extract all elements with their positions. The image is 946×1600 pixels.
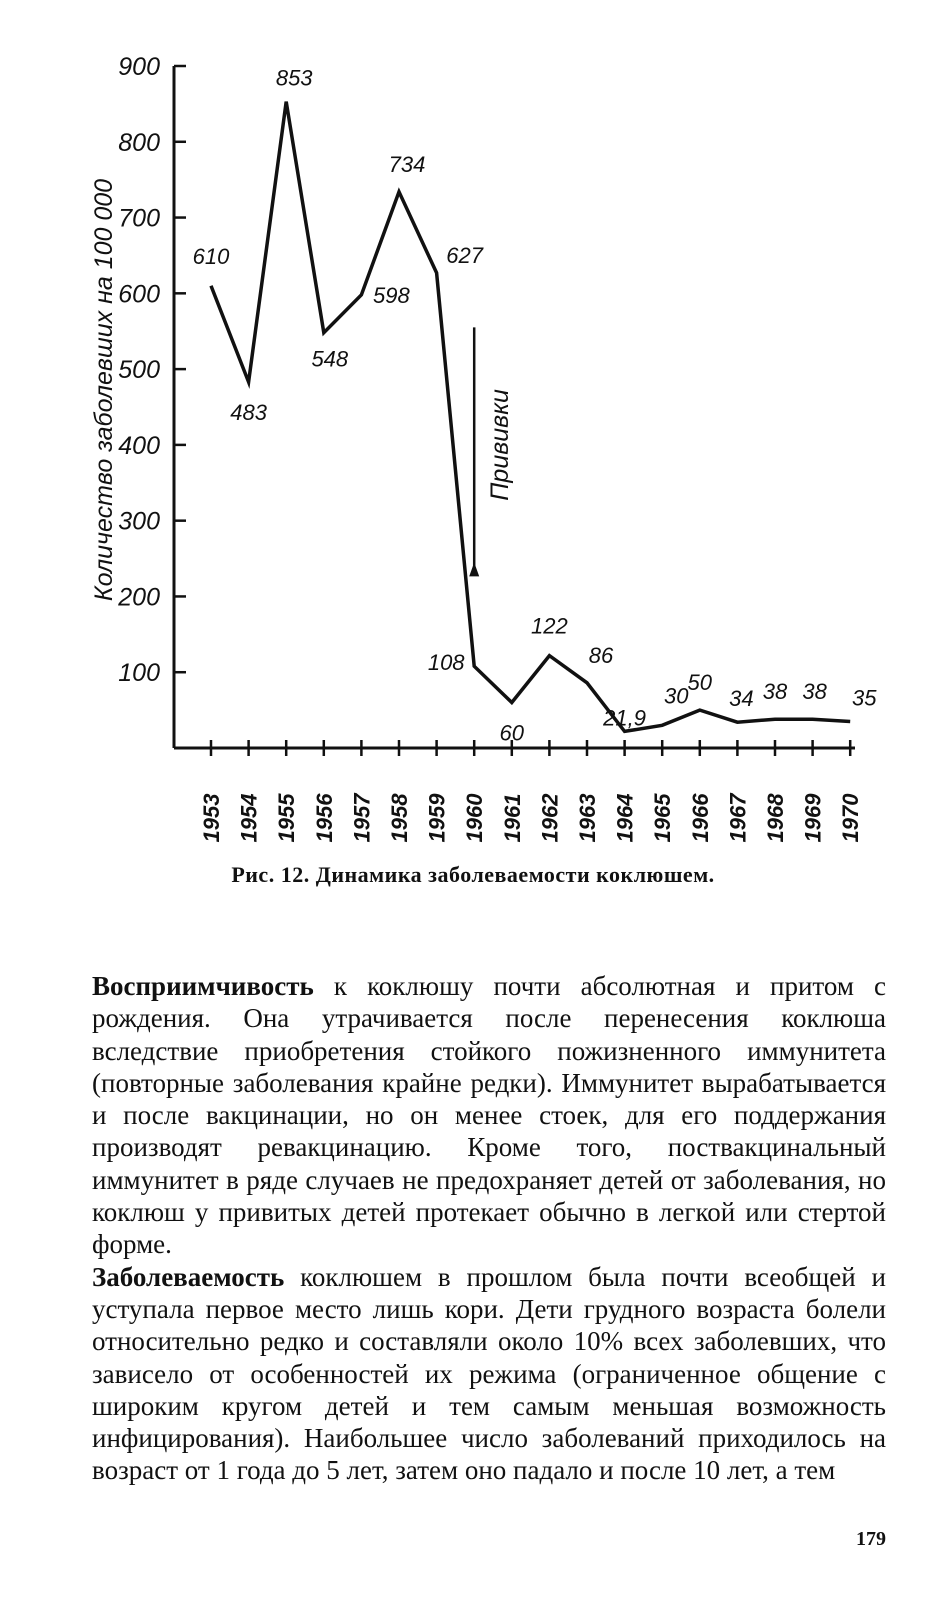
paragraph-lead: Восприимчивость <box>92 971 314 1001</box>
data-label: 122 <box>531 613 568 639</box>
x-tick-label: 1968 <box>763 793 788 843</box>
vaccination-annotation <box>469 327 514 576</box>
y-tick-label: 200 <box>118 583 160 612</box>
y-axis-label: Количество заболевших на 100 000 <box>90 178 118 602</box>
data-label: 548 <box>311 346 349 372</box>
data-label: 483 <box>230 399 267 425</box>
data-label: 853 <box>275 65 313 91</box>
data-label: 34 <box>729 686 754 712</box>
y-tick-label: 400 <box>118 431 160 460</box>
vaccination-label: Прививки <box>486 389 515 501</box>
y-tick-label: 900 <box>118 53 160 81</box>
paragraph-text: коклюшем в прошлом была почти всеобщей и уступала первое место лишь кори. Дети грудного возраста болели относительно редко и составляли около 10% всех заболевших, что зависело от особенностей их режима (ограниченное общение с широким кругом детей и тем самым меньшая возможность инфицирования). Наибольшее число заболеваний приходилось на возраст от 1 года до 5 лет, затем оно падало и после 10 лет, а тем <box>92 1261 886 1486</box>
x-tick-label: 1960 <box>462 793 488 843</box>
x-tick-label: 1964 <box>612 793 638 843</box>
x-tick-label: 1962 <box>537 793 563 843</box>
y-tick-label: 700 <box>118 204 160 233</box>
y-tick-label: 100 <box>118 659 160 688</box>
vaccination-arrow-head <box>469 562 479 576</box>
y-tick-label: 300 <box>118 507 160 536</box>
x-tick-label: 1967 <box>725 793 751 843</box>
data-label: 108 <box>427 650 465 676</box>
data-label: 50 <box>687 670 713 696</box>
figure-caption: Рис. 12. Динамика заболеваемости коклюшем. <box>231 862 715 887</box>
x-tick-label: 1958 <box>387 793 412 843</box>
x-tick-label: 1955 <box>274 793 300 843</box>
x-axis-ticks <box>199 740 863 842</box>
data-label: 610 <box>192 243 230 269</box>
paragraph-susceptibility <box>92 970 886 1261</box>
paragraph-lead: Заболеваемость <box>92 1261 285 1292</box>
x-tick-label: 1957 <box>349 793 375 843</box>
data-label: 38 <box>802 679 827 705</box>
data-label: 35 <box>851 685 877 711</box>
y-tick-label: 600 <box>118 280 160 309</box>
x-tick-label: 1956 <box>311 793 337 843</box>
x-tick-label: 1970 <box>838 793 864 843</box>
data-label: 627 <box>446 242 483 268</box>
data-label: 30 <box>663 683 689 709</box>
x-tick-label: 1963 <box>575 793 600 843</box>
paragraph-incidence <box>92 1261 886 1487</box>
data-label: 38 <box>762 679 788 705</box>
data-label: 734 <box>388 151 426 177</box>
x-tick-label: 1953 <box>199 793 224 843</box>
page-number: 179 <box>856 1528 886 1550</box>
body-text <box>92 970 886 1487</box>
data-label: 86 <box>588 642 614 668</box>
x-tick-label: 1961 <box>499 793 525 843</box>
x-tick-label: 1954 <box>236 793 262 843</box>
data-label: 21,9 <box>603 705 647 731</box>
x-tick-label: 1966 <box>687 793 713 843</box>
y-tick-label: 500 <box>118 356 160 385</box>
data-label: 60 <box>499 720 525 746</box>
x-tick-label: 1959 <box>424 793 450 843</box>
paragraph-text: к коклюшу почти абсолютная и притом с рождения. Она утрачивается после перенесения коклюша вследствие приобретения стойкого пожизненного иммунитета (повторные заболевания крайне редки). Иммунитет вырабатывается и после вакцинации, но он менее стоек, для его поддержания производят ревакцинацию. Кроме того, поствакцинальный иммунитет в ряде случаев не предохраняет детей от заболевания, но коклюш у привитых детей протекает обычно в легкой или стертой форме. <box>92 971 886 1260</box>
data-label: 598 <box>373 282 410 308</box>
x-tick-label: 1965 <box>650 793 676 843</box>
y-axis-ticks <box>117 53 186 687</box>
y-tick-label: 800 <box>118 128 160 157</box>
x-tick-label: 1969 <box>800 793 826 843</box>
